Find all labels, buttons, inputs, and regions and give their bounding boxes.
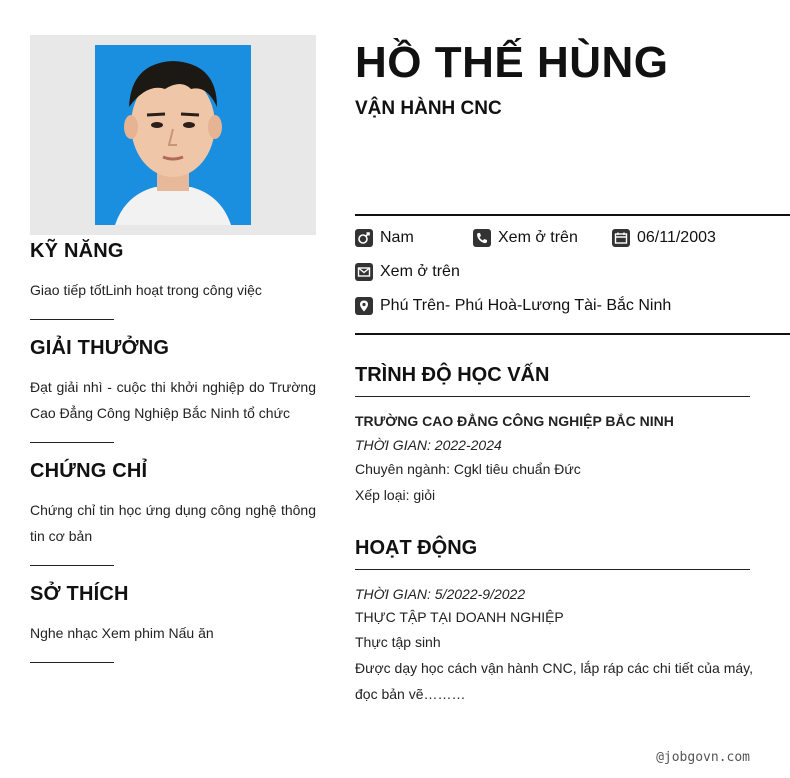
email-info xyxy=(355,263,460,281)
hobbies-title: SỞ THÍCH xyxy=(30,583,129,605)
address-value: Phú Trên- Phú Hoà-Lương Tài- Bắc Ninh xyxy=(380,297,672,314)
hobbies-text: Nghe nhạc Xem phim Nấu ăn xyxy=(30,625,214,641)
left-column xyxy=(30,35,316,641)
divider xyxy=(30,442,114,443)
skills-title: KỸ NĂNG xyxy=(30,240,124,262)
gender-info xyxy=(355,229,414,247)
divider xyxy=(30,565,114,566)
hobbies-section xyxy=(30,583,316,663)
divider xyxy=(355,569,750,570)
divider xyxy=(355,333,790,335)
skills-section xyxy=(30,240,316,320)
activity-name: THỰC TẬP TẠI DOANH NGHIỆP xyxy=(355,609,564,625)
candidate-name: HỒ THẾ HÙNG xyxy=(355,38,669,87)
activity-description-line1: Được dạy học cách vận hành CNC, lắp ráp các chi tiết của máy, xyxy=(355,660,754,676)
education-title: TRÌNH ĐỘ HỌC VẤN xyxy=(355,364,550,386)
phone-icon xyxy=(473,229,491,247)
certificates-section xyxy=(30,460,316,566)
activities-title: HOẠT ĐỘNG xyxy=(355,537,478,559)
education-time: THỜI GIAN: 2022-2024 xyxy=(355,437,502,453)
certificates-text: Chứng chỉ tin học ứng dụng công nghệ thông tin cơ bản xyxy=(30,502,316,544)
address-info xyxy=(355,297,671,315)
awards-text: Đạt giải nhì - cuộc thi khởi nghiệp do Trường Cao Đẳng Công Nghiệp Bắc Ninh tổ chức xyxy=(30,379,316,421)
divider xyxy=(30,319,114,320)
divider xyxy=(355,396,750,397)
skills-text: Giao tiếp tốtLinh hoạt trong công việc xyxy=(30,282,262,298)
activity-description-line2: đọc bản vẽ……… xyxy=(355,686,466,702)
phone-value: Xem ở trên xyxy=(498,229,578,246)
watermark: @jobgovn.com xyxy=(656,750,750,765)
photo-frame xyxy=(30,35,316,235)
awards-section xyxy=(30,337,316,443)
education-grade: Xếp loại: giỏi xyxy=(355,487,436,503)
awards-title: GIẢI THƯỞNG xyxy=(30,337,170,359)
education-school: TRƯỜNG CAO ĐẲNG CÔNG NGHIỆP BẮC NINH xyxy=(355,413,674,429)
calendar-icon xyxy=(612,229,630,247)
birthdate-value: 06/11/2003 xyxy=(637,229,716,246)
phone-info xyxy=(473,229,578,247)
location-pin-icon xyxy=(355,297,373,315)
divider xyxy=(355,214,790,216)
activity-role: Thực tập sinh xyxy=(355,634,441,650)
activity-time: THỜI GIAN: 5/2022-9/2022 xyxy=(355,586,526,602)
mail-icon xyxy=(355,263,373,281)
certificates-title: CHỨNG CHỈ xyxy=(30,460,148,482)
education-major: Chuyên ngành: Cgkl tiêu chuẩn Đức xyxy=(355,461,581,477)
divider xyxy=(30,662,114,663)
profile-photo xyxy=(95,45,251,225)
gender-icon xyxy=(355,229,373,247)
gender-value: Nam xyxy=(380,229,414,246)
email-value: Xem ở trên xyxy=(380,263,460,280)
birthdate-info xyxy=(612,229,716,247)
job-title: VẬN HÀNH CNC xyxy=(355,98,502,119)
